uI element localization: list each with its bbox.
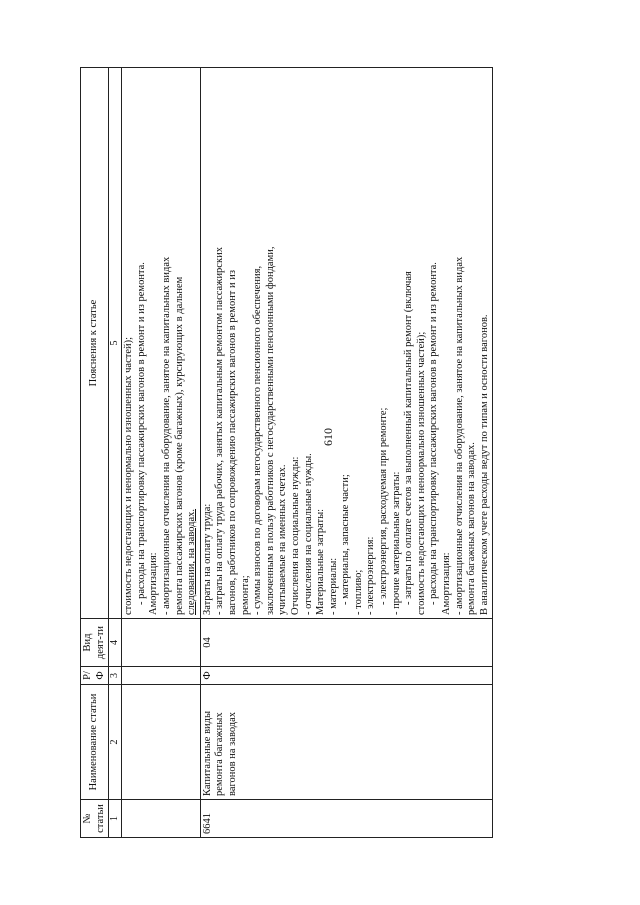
header-article-name: Наименование статьи — [81, 685, 109, 800]
cell-article-number — [122, 800, 201, 838]
explanation-line: вагонов, работников по сопровождению пассажирских вагонов в ремонт и из — [226, 269, 238, 615]
explanation-line: Отчисления на социальные нужды: — [289, 456, 301, 615]
explanation-line: ремонта пассажирских вагонов (кроме багажных), курсирующих в дальнем — [173, 276, 185, 615]
header-explanations: Пояснения к статье — [81, 68, 109, 619]
header-rf: Р/ Ф — [81, 667, 109, 685]
column-number: 2 — [109, 685, 122, 800]
cell-rf: Ф — [200, 667, 493, 685]
explanation-line: следовании, на заводах. — [186, 508, 198, 615]
explanation-line: стоимость недостающих и ненормально изношенных частей); — [123, 336, 135, 615]
explanation-line: - затраты на оплату труда рабочих, занятых капитальным ремонтом пассажирских — [214, 247, 226, 615]
table-row-6641 — [200, 68, 493, 838]
explanation-line: - расходы на транспортировку пассажирских вагонов в ремонт и из ремонта. — [428, 262, 440, 605]
column-number: 5 — [109, 68, 122, 619]
explanation-line: - амортизационные отчисления на оборудование, занятое на капитальных видах — [453, 256, 465, 615]
cell-rf — [122, 667, 201, 685]
explanation-line: - амортизационные отчисления на оборудование, занятое на капитальных видах — [160, 256, 172, 615]
cell-explanation — [200, 68, 493, 619]
header-article-number: № статьи — [81, 800, 109, 838]
rotated-table-wrapper — [80, 68, 570, 838]
explanation-line: - прочие материальные затраты: — [390, 471, 402, 615]
table-row-continued — [122, 68, 201, 838]
explanation-line: Амортизация: — [441, 552, 453, 615]
cell-explanation — [122, 68, 201, 619]
explanation-line: ремонта багажных вагонов на заводах. — [466, 442, 478, 615]
explanation-line: - материалы, запасные части; — [340, 474, 352, 605]
explanation-lines — [202, 71, 492, 615]
explanation-line: ремонта; — [239, 575, 251, 615]
explanation-line: заключенным в пользу работников с негосударственными пенсионными фондами, — [264, 246, 276, 615]
explanation-line: - электроэнергия, расходуемая при ремонте; — [378, 407, 390, 605]
explanation-line: - материалы: — [327, 557, 339, 615]
page-number: 610 — [321, 428, 335, 446]
cell-article-name: Капитальные виды ремонта багажных вагонов на заводах — [200, 685, 493, 800]
header-activity-type: Вид деят-ти — [81, 619, 109, 667]
explanation-line: Затраты на оплату труда: — [201, 503, 213, 615]
explanation-line: В аналитическом учете расходы ведут по типам и осности вагонов. — [478, 314, 490, 615]
explanation-line: учитываемые на именных счетах. — [277, 464, 289, 615]
explanation-line: - расходы на транспортировку пассажирских вагонов в ремонт и из ремонта. — [135, 262, 147, 605]
explanation-line: - суммы взносов по договорам негосударственного пенсионного обеспечения, — [252, 265, 264, 615]
explanation-line: стоимость недостающих и неноормально изношенных частей); — [415, 331, 427, 615]
explanation-line: - топливо; — [352, 569, 364, 615]
explanation-line: - затраты по оплате счетов за выполненный капитальный ремонт (включая — [403, 271, 415, 605]
articles-table — [80, 67, 493, 838]
cell-article-number: 6641 — [200, 800, 493, 838]
column-number: 3 — [109, 667, 122, 685]
cell-article-name — [122, 685, 201, 800]
explanation-line: - электроэнергия: — [365, 536, 377, 615]
cell-activity: 04 — [200, 619, 493, 667]
explanation-line: Амортизация: — [148, 552, 160, 615]
table-header-row — [81, 68, 109, 838]
column-number: 4 — [109, 619, 122, 667]
column-number-row — [109, 68, 122, 838]
explanation-lines — [123, 71, 199, 615]
cell-activity — [122, 619, 201, 667]
explanation-line: - отчисления на социальные нужды. — [302, 453, 314, 615]
column-number: 1 — [109, 800, 122, 838]
explanation-line: Материальные затраты: — [315, 508, 327, 615]
